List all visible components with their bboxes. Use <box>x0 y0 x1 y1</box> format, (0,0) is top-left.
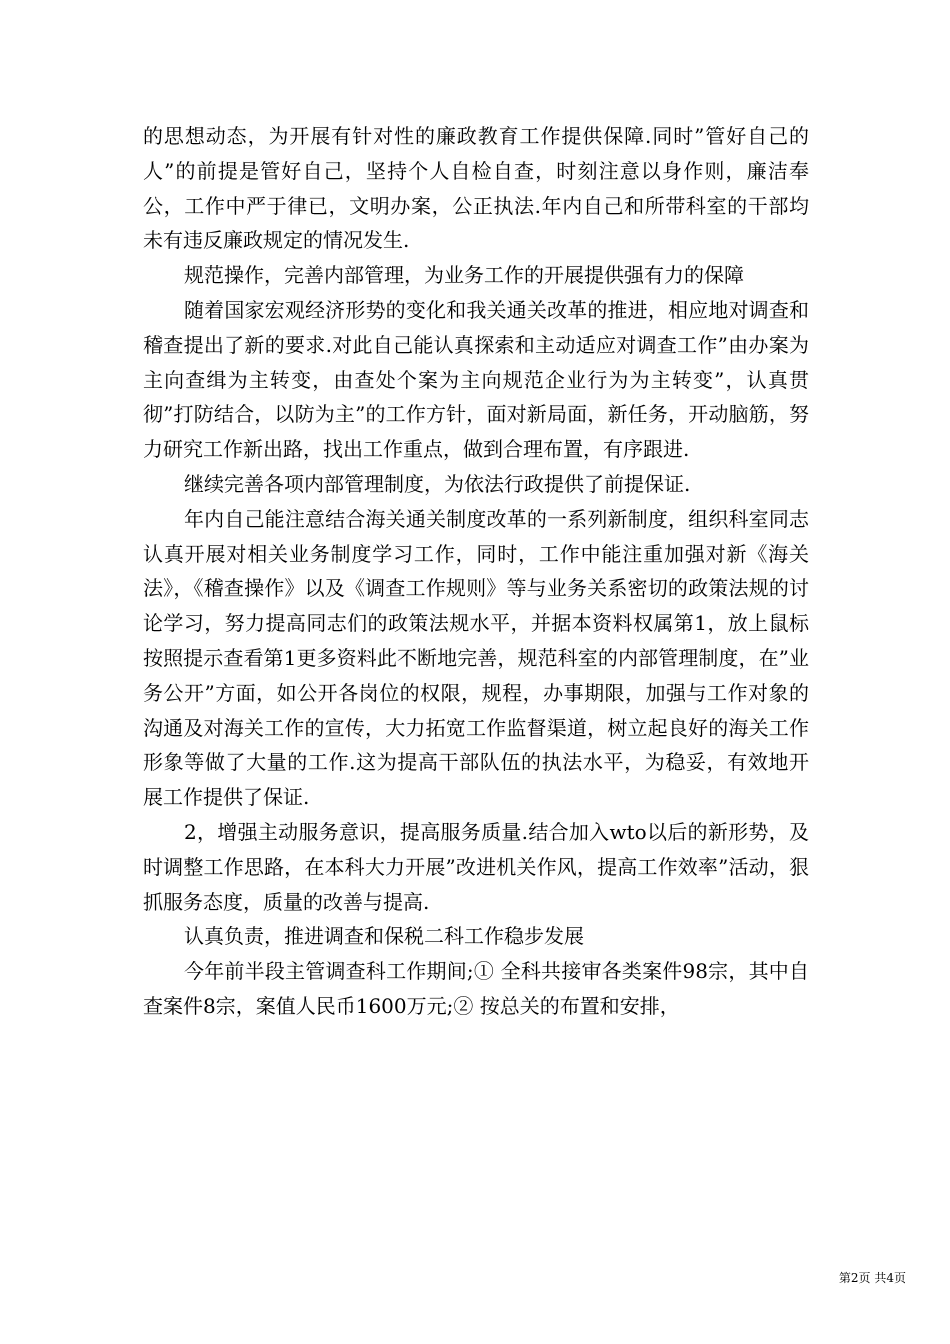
paragraph: 随着国家宏观经济形势的变化和我关通关改革的推进，相应地对调查和稽查提出了新的要求.对此自己能认真探索和主动适应对调查工作”由办案为主向查缉为主转变，由查处个案为主向规范企业行为为主转变”，认真贯彻”打防结合，以防为主”的工作方针，面对新局面，新任务，开动脑筋，努力研究工作新出路，找出工作重点，做到合理布置，有序跟进. <box>143 297 809 462</box>
section-heading: 认真负责，推进调查和保税二科工作稳步发展 <box>184 924 584 949</box>
paragraph: 2，增强主动服务意识，提高服务质量.结合加入wto以后的新形势，及时调整工作思路，在本科大力开展”改进机关作风，提高工作效率”活动，狠抓服务态度，质量的改善与提高. <box>143 819 809 914</box>
section-heading: 继续完善各项内部管理制度，为依法行政提供了前提保证. <box>184 471 691 496</box>
paragraph: 今年前半段主管调查科工作期间;① 全科共接审各类案件98宗，其中自查案件8宗，案值人民币1600万元;② 按总关的布置和安排， <box>143 959 809 1018</box>
paragraph: 的思想动态，为开展有针对性的廉政教育工作提供保障.同时”管好自己的人”的前提是管好自己，坚持个人自检自查，时刻注意以身作则，廉洁奉公，工作中严于律已，文明办案，公正执法.年内自己和所带科室的干部均未有违反廉政规定的情况发生. <box>143 124 809 253</box>
section-heading: 规范操作，完善内部管理，为业务工作的开展提供强有力的保障 <box>184 263 744 288</box>
paragraph: 年内自己能注意结合海关通关制度改革的一系列新制度，组织科室同志认真开展对相关业务制度学习工作，同时，工作中能注重加强对新《海关法》，《稽查操作》以及《调查工作规则》等与业务关系密切的政策法规的讨论学习，努力提高同志们的政策法规水平，并据本资料权属第1，放上鼠标按照提示查看第1更多资料此不断地完善，规范科室的内部管理制度，在”业务公开”方面，如公开各岗位的权限，规程，办事期限，加强与工作对象的沟通及对海关工作的宣传，大力拓宽工作监督渠道，树立起良好的海关工作形象等做了大量的工作.这为提高干部队伍的执法水平，为稳妥，有效地开展工作提供了保证. <box>143 506 809 810</box>
page-number: 第2页 共4页 <box>838 1271 906 1285</box>
document-body <box>143 119 809 1024</box>
